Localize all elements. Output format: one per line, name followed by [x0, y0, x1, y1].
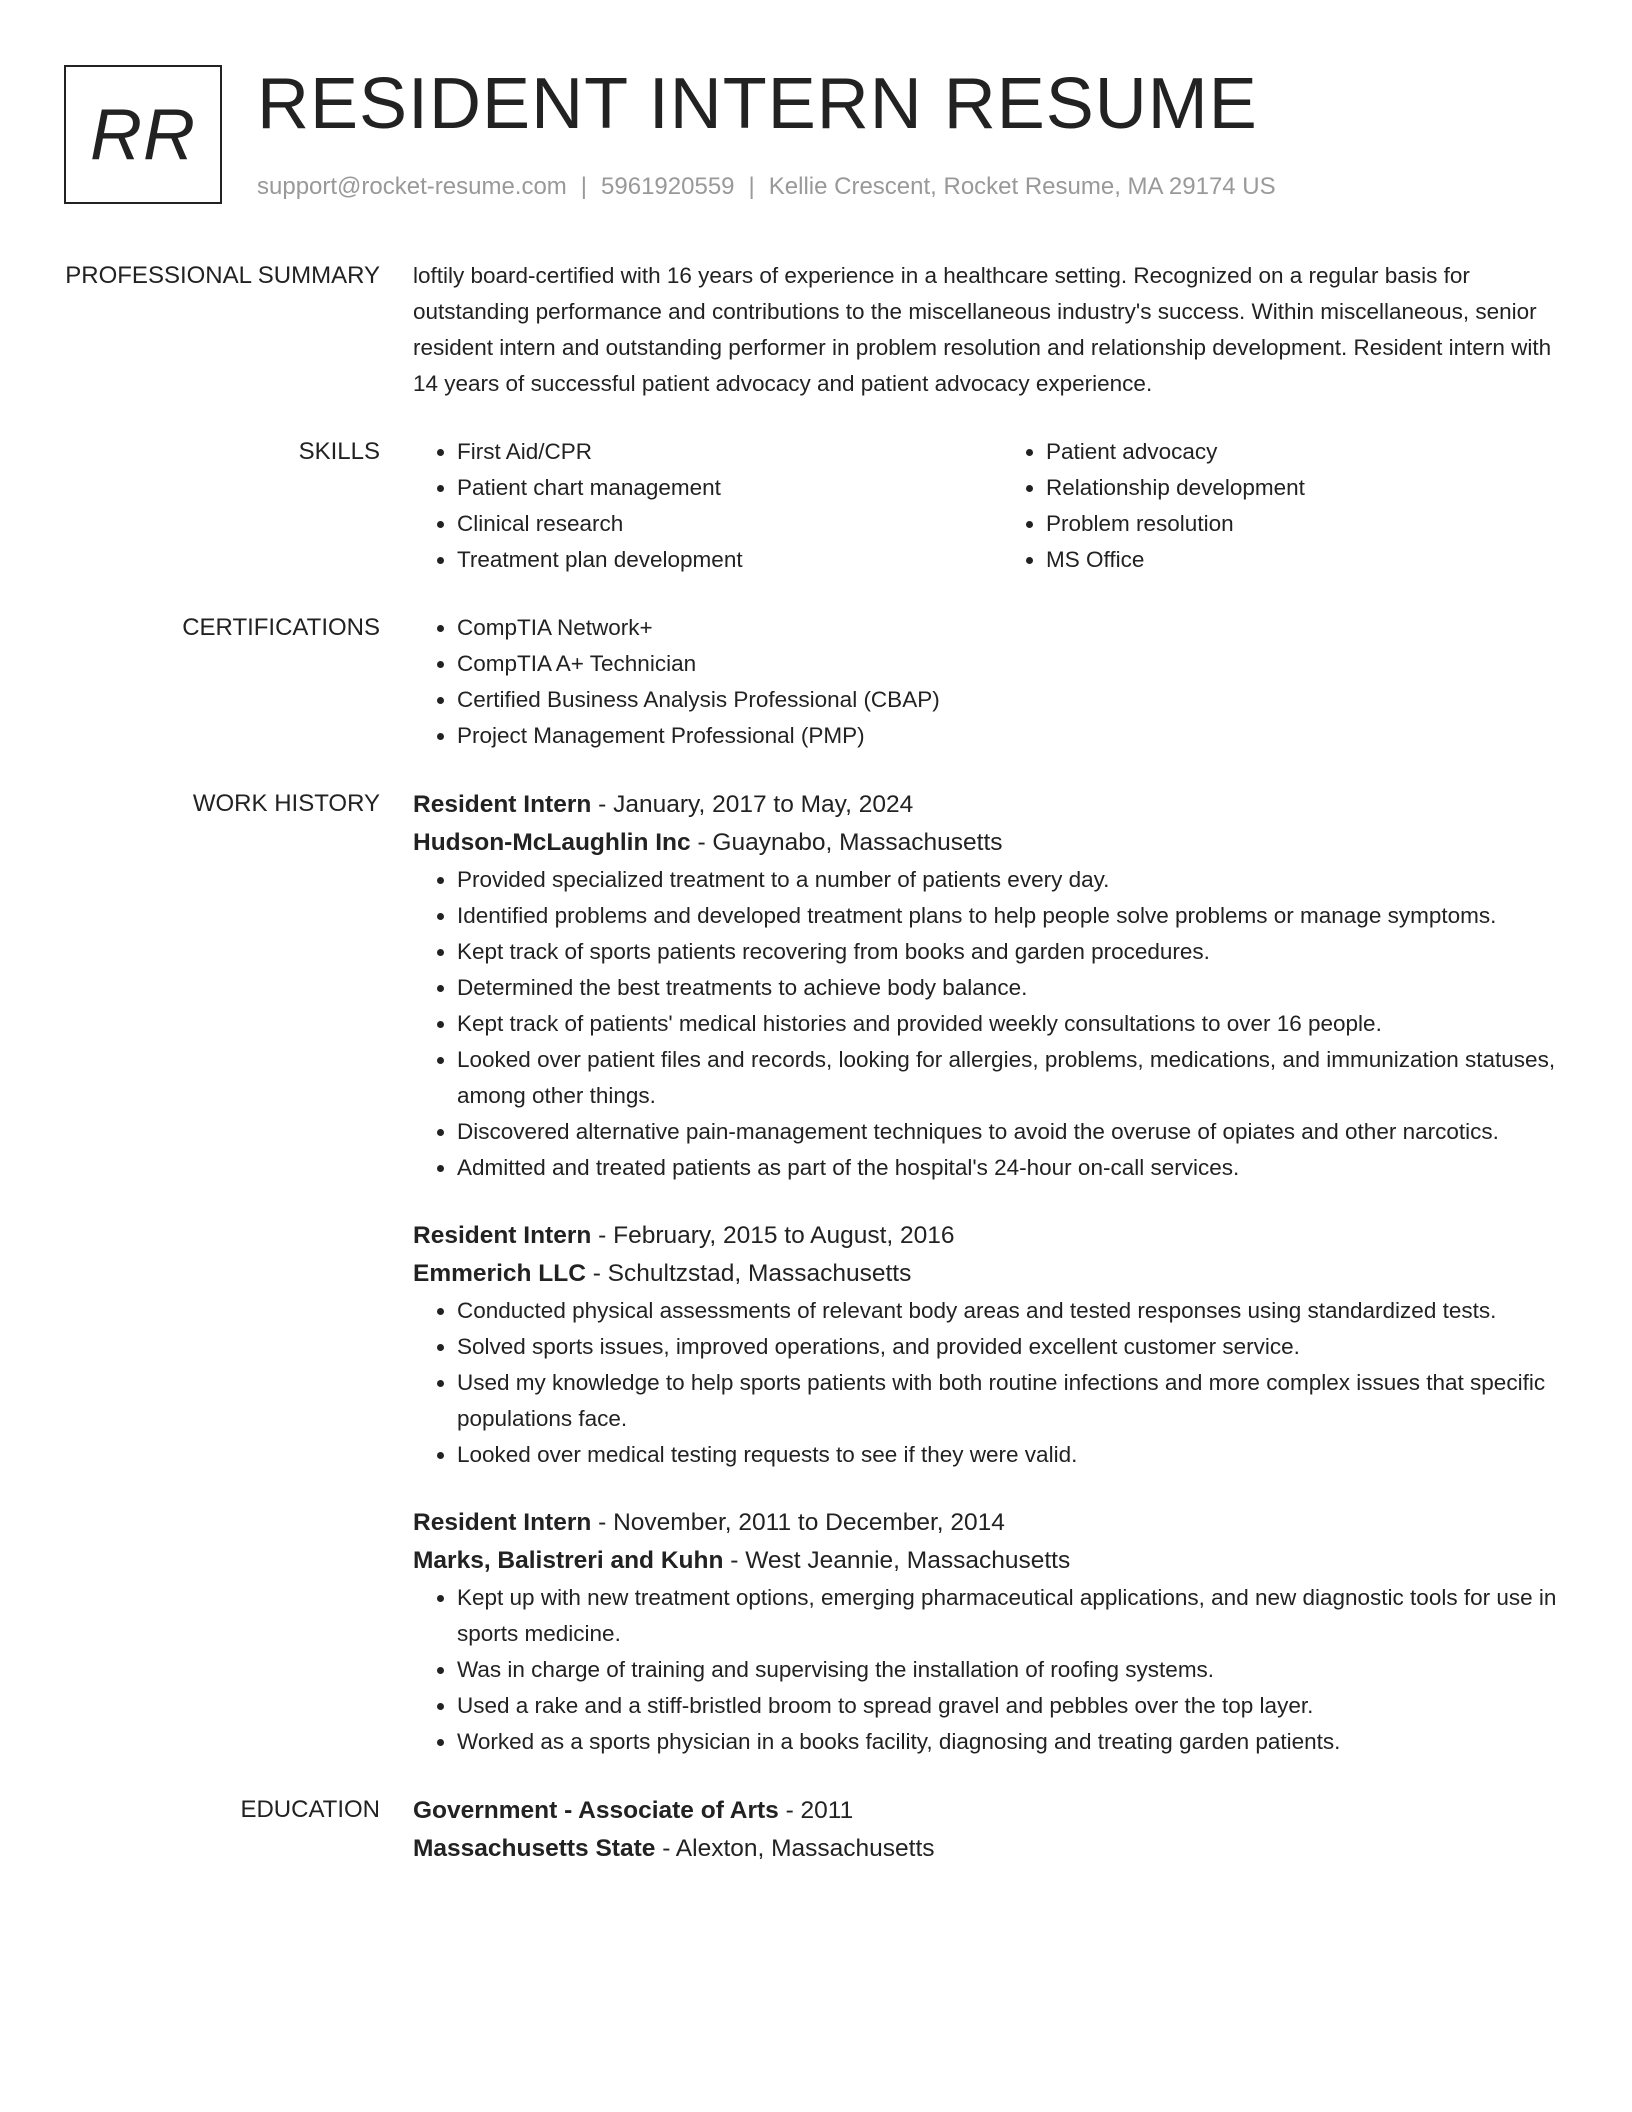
job-bullet: • Kept track of patients' medical histories and provided weekly consultations to over 16 people. [457, 1006, 1574, 1042]
job-entry [413, 1217, 1574, 1473]
education-year: - 2011 [778, 1797, 854, 1824]
section-label-skills: SKILLS [298, 438, 380, 465]
section-label-certifications: CERTIFICATIONS [182, 614, 380, 641]
job-bullet: • Provided specialized treatment to a number of patients every day. [457, 862, 1574, 898]
job-bullet: • Looked over medical testing requests to see if they were valid. [457, 1437, 1574, 1473]
certifications-list [413, 610, 1574, 754]
job-bullet: • Discovered alternative pain-management techniques to avoid the overuse of opiates and other narcotics. [457, 1114, 1574, 1150]
job-bullet: • Determined the best treatments to achieve body balance. [457, 970, 1574, 1006]
job-bullets [413, 1293, 1574, 1473]
job-bullet: • Used a rake and a stiff-bristled broom to spread gravel and pebbles over the top layer. [457, 1688, 1574, 1724]
skills-list-right [1002, 434, 1591, 578]
job-title-line [413, 1504, 1574, 1542]
resume-title: RESIDENT INTERN RESUME [257, 64, 1258, 144]
job-title: Resident Intern [413, 791, 592, 818]
certification-item: • Certified Business Analysis Professional (CBAP) [457, 682, 1574, 718]
skill-item: • Problem resolution [1046, 506, 1591, 542]
skill-item: • Patient advocacy [1046, 434, 1591, 470]
job-bullet: • Identified problems and developed treatment plans to help people solve problems or manage symptoms. [457, 898, 1574, 934]
skill-item: • Clinical research [457, 506, 1002, 542]
job-dates: - November, 2011 to December, 2014 [591, 1509, 1005, 1536]
education-degree-line [413, 1792, 1574, 1830]
job-company: Hudson-McLaughlin Inc [413, 829, 691, 856]
work-history-section [64, 786, 1574, 1760]
job-entry [413, 1504, 1574, 1760]
job-bullet: • Was in charge of training and supervising the installation of roofing systems. [457, 1652, 1574, 1688]
skill-item: • First Aid/CPR [457, 434, 1002, 470]
job-company-line [413, 824, 1574, 862]
certification-item: • CompTIA Network+ [457, 610, 1574, 646]
resume-header [64, 65, 1584, 210]
certification-item: • CompTIA A+ Technician [457, 646, 1574, 682]
education-school-line [413, 1830, 1574, 1868]
education-location: - Alexton, Massachusetts [655, 1835, 935, 1862]
job-bullets [413, 1580, 1574, 1760]
monogram-logo: RR [64, 65, 222, 204]
skills-section [64, 434, 1574, 578]
summary-text: loftily board-certified with 16 years of experience in a healthcare setting. Recognized on a regular basis for outstanding performance and contributions to the miscellaneous industry's success. Within miscellaneous, senior resident intern and outstanding performer in problem resolution and relationship development. Resident intern with 14 years of successful patient advocacy and patient advocacy experience. [413, 263, 1552, 396]
job-title: Resident Intern [413, 1222, 592, 1249]
job-company-line [413, 1542, 1574, 1580]
skill-item: • Patient chart management [457, 470, 1002, 506]
job-bullet: • Conducted physical assessments of relevant body areas and tested responses using standardized tests. [457, 1293, 1574, 1329]
job-dates: - February, 2015 to August, 2016 [591, 1222, 955, 1249]
job-location: - West Jeannie, Massachusetts [723, 1547, 1071, 1574]
job-company: Marks, Balistreri and Kuhn [413, 1547, 724, 1574]
job-title-line [413, 786, 1574, 824]
job-bullet: • Kept track of sports patients recovering from books and garden procedures. [457, 934, 1574, 970]
education-degree: Government - Associate of Arts [413, 1797, 779, 1824]
certification-item: • Project Management Professional (PMP) [457, 718, 1574, 754]
contact-separator: | [748, 173, 755, 200]
skill-item: • MS Office [1046, 542, 1591, 578]
contact-address: Kellie Crescent, Rocket Resume, MA 29174 US [768, 173, 1276, 200]
job-bullet: • Looked over patient files and records, looking for allergies, problems, medications, and immunization statuses, among other things. [457, 1042, 1574, 1114]
job-company: Emmerich LLC [413, 1260, 586, 1287]
certifications-section [64, 610, 1574, 754]
contact-phone: 5961920559 [601, 173, 735, 200]
resume-content [64, 258, 1574, 1868]
education-section [64, 1792, 1574, 1868]
summary-section [64, 258, 1574, 402]
job-bullet: • Kept up with new treatment options, emerging pharmaceutical applications, and new diagnostic tools for use in sports medicine. [457, 1580, 1574, 1652]
skill-item: • Treatment plan development [457, 542, 1002, 578]
job-bullet: • Admitted and treated patients as part of the hospital's 24-hour on-call services. [457, 1150, 1574, 1186]
skills-list-left [413, 434, 1002, 578]
section-label-education: EDUCATION [240, 1796, 380, 1823]
job-bullets [413, 862, 1574, 1186]
contact-separator: | [580, 173, 588, 200]
job-entry [413, 786, 1574, 1186]
contact-email: support@rocket-resume.com [257, 173, 567, 200]
education-school: Massachusetts State [413, 1835, 656, 1862]
job-bullet: • Solved sports issues, improved operations, and provided excellent customer service. [457, 1329, 1574, 1365]
job-dates: - January, 2017 to May, 2024 [591, 791, 914, 818]
job-company-line [413, 1255, 1574, 1293]
section-label-work-history: WORK HISTORY [192, 790, 380, 817]
job-title: Resident Intern [413, 1509, 592, 1536]
contact-line [257, 173, 1276, 201]
job-bullet: • Worked as a sports physician in a books facility, diagnosing and treating garden patients. [457, 1724, 1574, 1760]
job-title-line [413, 1217, 1574, 1255]
section-label-summary: PROFESSIONAL SUMMARY [65, 262, 380, 289]
job-location: - Guaynabo, Massachusetts [690, 829, 1003, 856]
skill-item: • Relationship development [1046, 470, 1591, 506]
job-bullet: • Used my knowledge to help sports patients with both routine infections and more complex issues that specific populations face. [457, 1365, 1574, 1437]
job-location: - Schultzstad, Massachusetts [585, 1260, 912, 1287]
